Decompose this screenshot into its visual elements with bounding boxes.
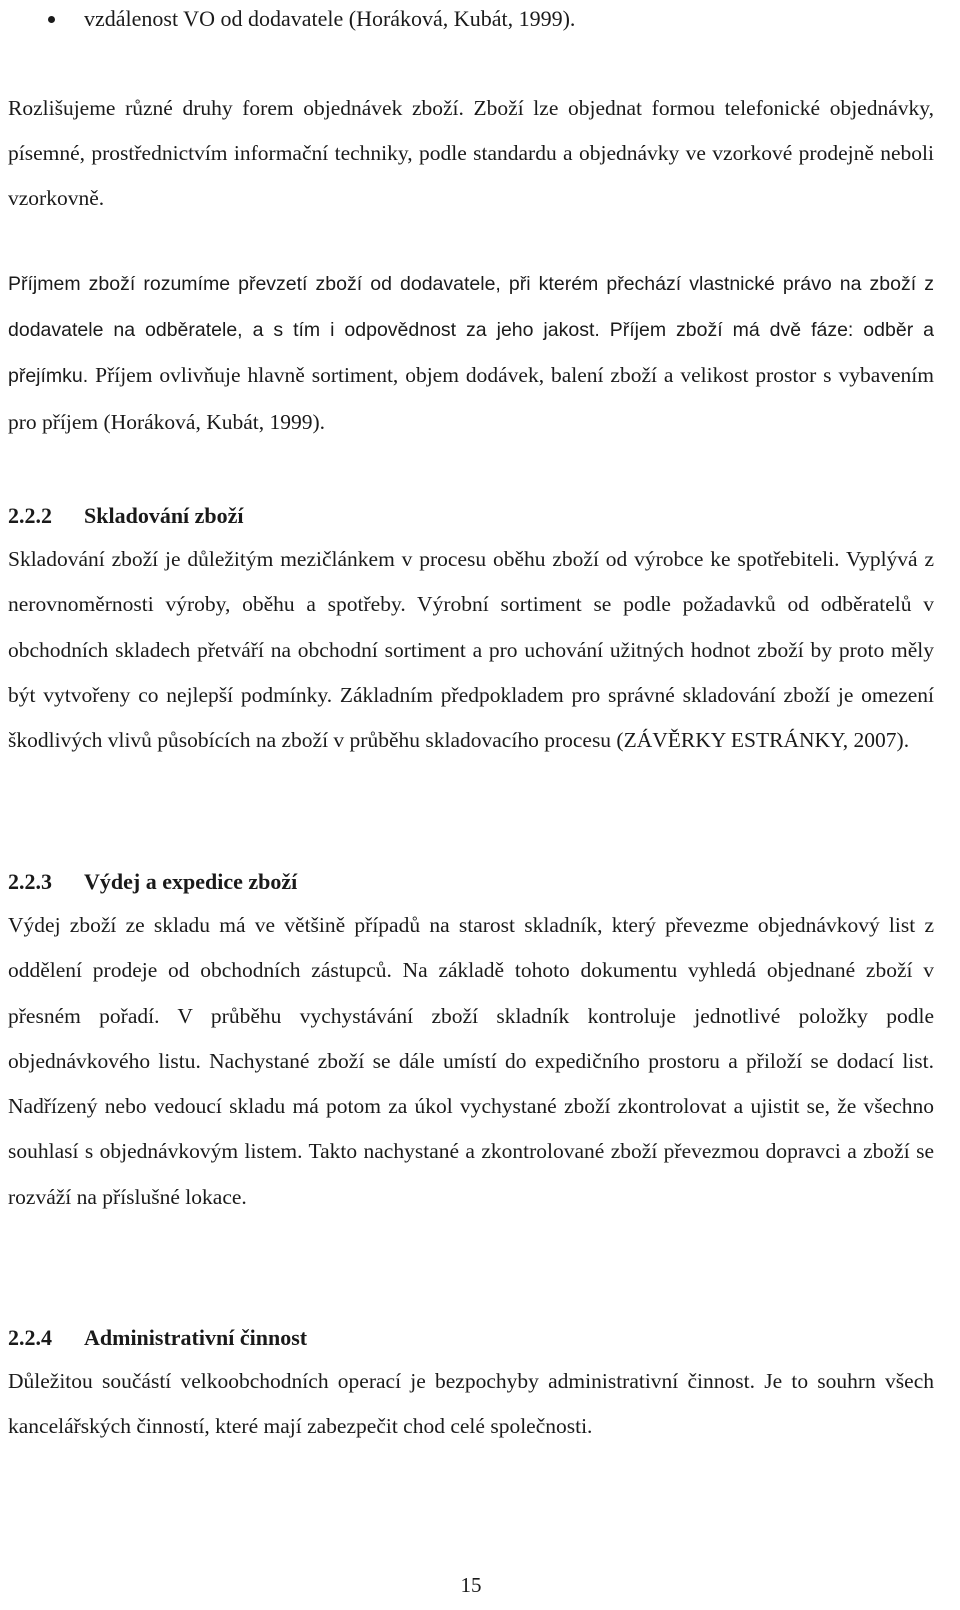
page-number: 15 (460, 1573, 482, 1597)
paragraph-administrativa: Důležitou součástí velkoobchodních operací je bezpochyby administrativní činnost. Je to souhrn všech kancelářských činností, které mají zabezpečit chod celé společnosti. (8, 1369, 934, 1439)
section-title: Výdej a expedice zboží (84, 869, 298, 894)
receipt-factors-text: Příjem ovlivňuje hlavně sortiment, objem dodávek, balení zboží a velikost prostor s vybavením pro příjem (Horáková, Kubát, 1999). (8, 363, 934, 434)
bullet-icon (48, 16, 55, 23)
paragraph-goods-receipt (8, 262, 934, 446)
paragraph-skladovani: Skladování zboží je důležitým mezičlánkem v procesu oběhu zboží od výrobce ke spotřebiteli. Vyplývá z nerovnoměrnosti výroby, oběhu a spotřeby. Výrobní sortiment se podle požadavků od odběratelů v obchodních skladech přetváří na obchodní sortiment a pro uchování užitných hodnot zboží by proto měly být vytvořeny co nejlepší podmínky. Základním předpokladem pro správné skladování zboží je omezení škodlivých vlivů působících na zboží v průběhu skladovacího procesu (ZÁVĚRKY ESTRÁNKY, 2007). (8, 547, 934, 753)
section-number: 2.2.2 (8, 503, 52, 528)
receipt-definition-text: Příjmem zboží rozumíme převzetí zboží od dodavatele, při kterém přechází vlastnické právo na zboží z dodavatele na odběratele, a s tím i odpovědnost za jeho jakost. Příjem zboží má dvě fáze: odběr a přejímku. (8, 273, 934, 387)
section-heading-administrativa (8, 1323, 307, 1353)
section-title: Skladování zboží (84, 503, 244, 528)
section-heading-skladovani (8, 501, 244, 531)
section-title: Administrativní činnost (84, 1325, 308, 1350)
section-number: 2.2.4 (8, 1325, 52, 1350)
section-number: 2.2.3 (8, 869, 52, 894)
section-heading-vydej (8, 867, 297, 897)
paragraph-vydej: Výdej zboží ze skladu má ve většině případů na starost skladník, který převezme objednávkový list z oddělení prodeje od obchodních zástupců. Na základě tohoto dokumentu vyhledá objednané zboží v přesném pořadí. V průběhu vychystávání zboží skladník kontroluje jednotlivé položky podle objednávkového listu. Nachystané zboží se dále umístí do expedičního prostoru a přiloží se dodací list. Nadřízený nebo vedoucí skladu má potom za úkol vychystané zboží zkontrolovat a ujistit se, že všechno souhlasí s objednávkovým listem. Takto nachystané a zkontrolované zboží převezmou dopravci a zboží se rozváží na příslušné lokace. (8, 913, 934, 1209)
paragraph-order-forms: Rozlišujeme různé druhy forem objednávek zboží. Zboží lze objednat formou telefonické objednávky, písemné, prostřednictvím informační techniky, podle standardu a objednávky ve vzorkové prodejně neboli vzorkovně. (8, 96, 934, 210)
bullet-text: vzdálenost VO od dodavatele (Horáková, Kubát, 1999). (84, 6, 576, 31)
